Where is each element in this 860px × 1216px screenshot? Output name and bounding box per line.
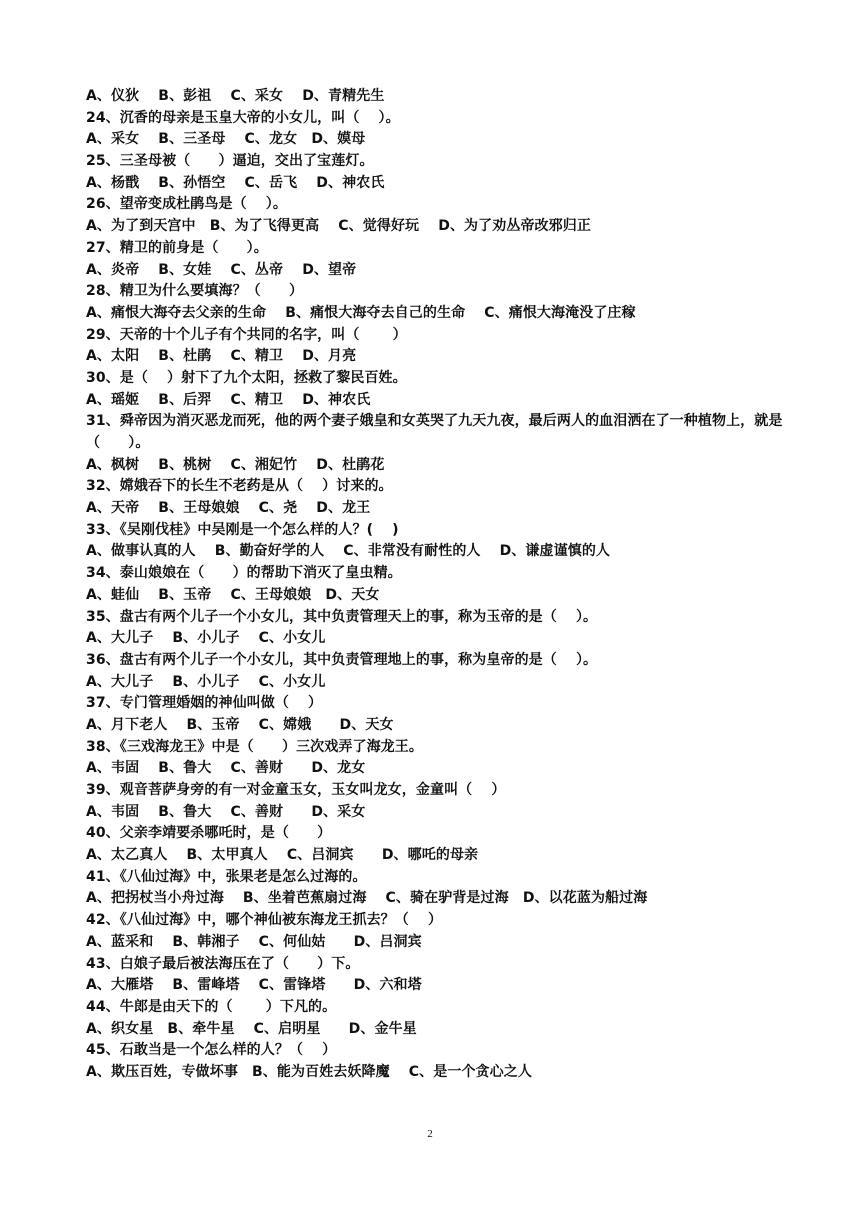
options-40: A、太乙真人 B、太甲真人 C、吕洞宾 D、哪吒的母亲 [86,847,479,864]
options-35: A、大儿子 B、小儿子 C、小女儿 [86,630,326,647]
question-42: 42、《八仙过海》中，哪个神仙被东海龙王抓去？（ ） [86,912,443,929]
options-42: A、蓝采和 B、韩湘子 C、何仙姑 D、吕洞宾 [86,933,422,950]
options-39: A、韦固 B、鲁大 C、善财 D、采女 [86,803,366,820]
question-32: 32、嫦娥吞下的长生不老药是从（ ）讨来的。 [86,478,393,495]
options-36: A、大儿子 B、小儿子 C、小女儿 [86,673,326,690]
options-32: A、天帝 B、王母娘娘 C、尧 D、龙王 [86,500,371,517]
question-31: 31、舜帝因为消灭恶龙而死，他的两个妻子娥皇和女英哭了九天九夜，最后两人的血泪洒在了一种植物上，就是（ ）。 [86,413,783,452]
question-35: 35、盘古有两个儿子一个小女儿，其中负责管理天上的事，称为玉帝的是（ ）。 [86,608,598,625]
options-30: A、瑶姬 B、后羿 C、精卫 D、神农氏 [86,391,371,408]
options-38: A、韦固 B、鲁大 C、善财 D、龙女 [86,760,366,777]
question-44: 44、牛郎是由天下的（ ）下凡的。 [86,998,337,1015]
question-26: 26、望帝变成杜鹃鸟是（ ）。 [86,196,287,213]
options-25: A、杨戬 B、孙悟空 C、岳飞 D、神农氏 [86,174,385,191]
question-30: 30、是（ ）射下了九个太阳，拯救了黎民百姓。 [86,369,407,386]
question-24: 24、沉香的母亲是玉皇大帝的小女儿，叫（ ）。 [86,109,400,126]
options-26: A、为了到天宫中 B、为了飞得更高 C、觉得好玩 D、为了劝丛帝改邪归正 [86,218,591,235]
text-line: A、仪狄 B、彭祖 C、采女 D、青精先生 [86,88,385,104]
page-number: 2 [427,1128,433,1140]
question-36: 36、盘古有两个儿子一个小女儿，其中负责管理地上的事，称为皇帝的是（ ）。 [86,651,598,668]
question-38: 38、《三戏海龙王》中是（ ）三次戏弄了海龙王。 [86,738,423,755]
options-45: A、欺压百姓，专做坏事 B、能为百姓去妖降魔 C、是一个贪心之人 [86,1063,532,1080]
question-43: 43、白娘子最后被法海压在了（ ）下。 [86,955,360,972]
question-37: 37、专门管理婚姻的神仙叫做（ ） [86,695,323,712]
question-29: 29、天帝的十个儿子有个共同的名字，叫（ ） [86,326,407,343]
options-37: A、月下老人 B、玉帝 C、嫦娥 D、天女 [86,716,394,733]
options-29: A、太阳 B、杜鹃 C、精卫 D、月亮 [86,348,357,365]
question-40: 40、父亲李靖要杀哪吒时，是（ ） [86,825,332,842]
options-44: A、织女星 B、牵牛星 C、启明星 D、金牛星 [86,1020,417,1037]
options-31: A、枫树 B、桃树 C、湘妃竹 D、杜鹃花 [86,456,385,473]
question-list [86,86,786,1084]
options-28: A、痛恨大海夺去父亲的生命 B、痛恨大海夺去自己的生命 C、痛恨大海淹没了庄稼 [86,304,636,321]
question-25: 25、三圣母被（ ）逼迫，交出了宝莲灯。 [86,153,374,170]
options-33: A、做事认真的人 B、勤奋好学的人 C、非常没有耐性的人 D、谦虚谨慎的人 [86,543,611,560]
options-24: A、采女 B、三圣母 C、龙女 D、嫫母 [86,131,366,148]
options-27: A、炎帝 B、女娃 C、丛帝 D、望帝 [86,261,357,278]
question-27: 27、精卫的前身是（ ）。 [86,239,268,256]
question-41: 41、《八仙过海》中，张果老是怎么过海的。 [86,868,367,885]
question-34: 34、泰山娘娘在（ ）的帮助下消灭了皇虫精。 [86,565,402,582]
question-33: 33、《吴刚伐桂》中吴刚是一个怎么样的人？( ) [86,521,399,538]
options-41: A、把拐杖当小舟过海 B、坐着芭蕉扇过海 C、骑在驴背是过海 D、以花蓝为船过海 [86,890,648,907]
options-43: A、大雁塔 B、雷峰塔 C、雷锋塔 D、六和塔 [86,977,422,994]
options-34: A、蛙仙 B、玉帝 C、王母娘娘 D、天女 [86,586,380,603]
question-39: 39、观音菩萨身旁的有一对金童玉女，玉女叫龙女，金童叫（ ） [86,782,506,799]
question-28: 28、精卫为什么要填海？（ ） [86,283,304,300]
question-45: 45、石敢当是一个怎么样的人？（ ） [86,1042,337,1059]
